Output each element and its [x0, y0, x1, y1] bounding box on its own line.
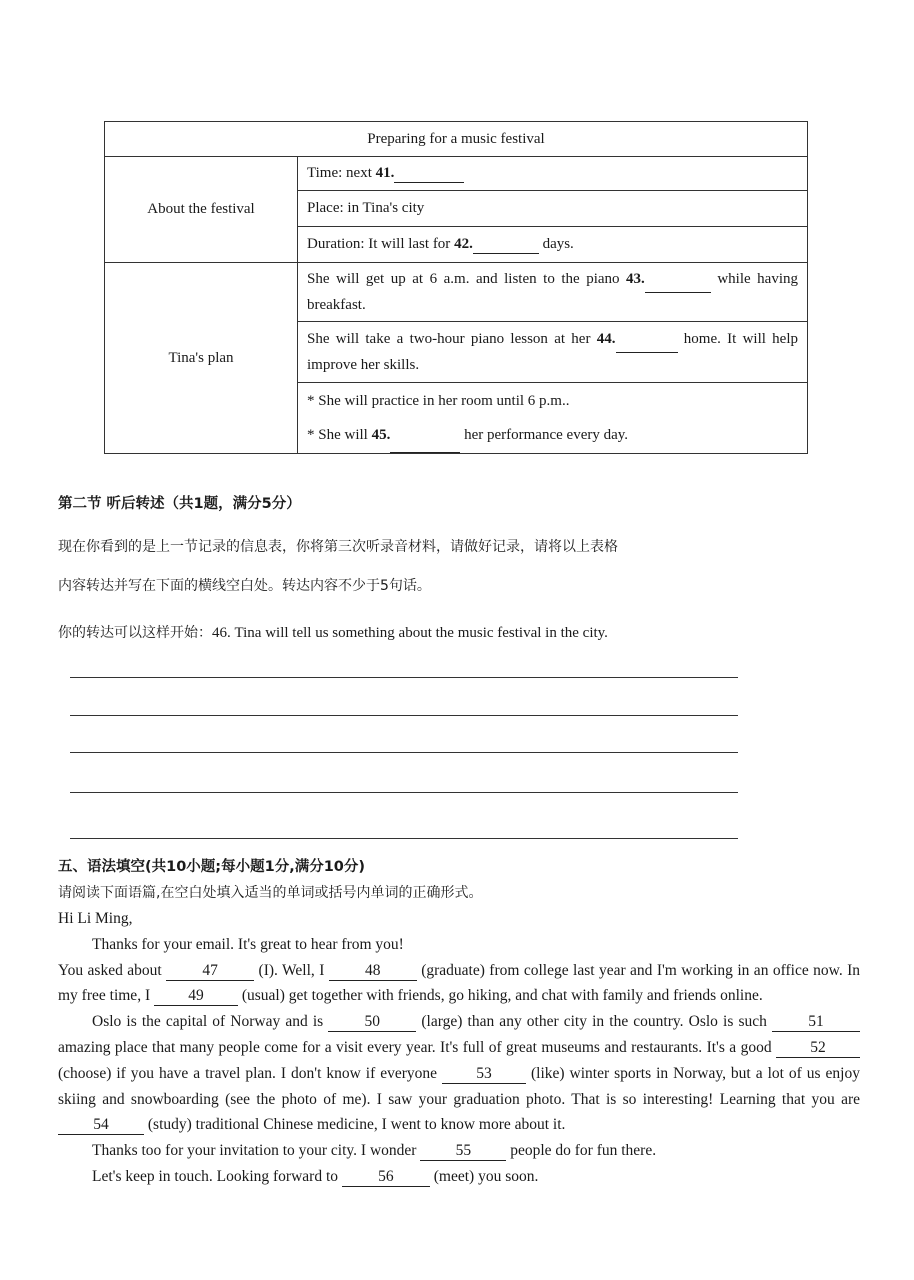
blank-49[interactable]: 49	[154, 987, 238, 1006]
section2-start: 你的转达可以这样开始：46. Tina will tell us something about the music festival in the city.	[58, 625, 608, 641]
blank-52[interactable]: 52	[776, 1039, 860, 1058]
blank-42[interactable]	[473, 236, 539, 254]
answer-line-4[interactable]	[70, 792, 738, 793]
blank-47[interactable]: 47	[166, 962, 254, 981]
about-festival-label: About the festival	[105, 157, 298, 263]
blank-43[interactable]	[645, 267, 711, 293]
letter-para-5: Let's keep in touch. Looking forward to 56 (meet) you soon.	[92, 1167, 539, 1185]
blank-48[interactable]: 48	[329, 962, 417, 981]
section2-instruction-1: 现在你看到的是上一节记录的信息表，你将第三次听录音材料，请做好记录，请将以上表格	[58, 539, 618, 555]
section5-instruction: 请阅读下面语篇,在空白处填入适当的单词或括号内单词的正确形式。	[58, 885, 483, 901]
blank-50[interactable]: 50	[328, 1013, 416, 1032]
answer-line-1[interactable]	[70, 677, 738, 678]
answer-line-2[interactable]	[70, 715, 738, 716]
duration-row: Duration: It will last for 42. days.	[298, 227, 808, 263]
blank-56[interactable]: 56	[342, 1168, 430, 1187]
letter-para-1: Thanks for your email. It's great to hear from you!	[92, 935, 404, 953]
tina-plan-label: Tina's plan	[105, 263, 298, 454]
table-title: Preparing for a music festival	[105, 122, 808, 157]
letter-passage	[58, 906, 860, 1190]
letter-para-2: You asked about 47 (I). Well, I 48 (graduate) from college last year and I'm working in an office now. In my free time, I 49 (usual) get together with friends, go hiking, and chat with family and friends online.	[58, 961, 861, 1005]
blank-45[interactable]	[390, 418, 460, 453]
letter-greeting: Hi Li Ming,	[58, 910, 133, 927]
time-row: Time: next 41.	[298, 157, 808, 191]
place-row: Place: in Tina's city	[298, 191, 808, 227]
blank-53[interactable]: 53	[442, 1065, 526, 1084]
section5-title: 五、语法填空(共10小题;每小题1分,满分10分)	[58, 859, 366, 875]
blank-55[interactable]: 55	[420, 1142, 506, 1161]
blank-51[interactable]: 51	[772, 1013, 860, 1032]
section2-title: 第二节 听后转述（共1题，满分5分）	[58, 496, 301, 512]
blank-54[interactable]: 54	[58, 1116, 144, 1135]
blank-41[interactable]	[394, 165, 464, 183]
letter-para-3: Oslo is the capital of Norway and is 50 (large) than any other city in the country. Oslo is such 51 amazing place that many people come for a visit every year. It's full of great museums and restaurants. It's a good 52 (choose) if you have a travel plan. I don't know if everyone 53 (like) winter sports in Norway, but a lot of us enjoy skiing and snowboarding (see the photo of me). I saw your graduation photo. That is so interesting! Learning that you are 54 (study) traditional Chinese medicine, I went to know more about it.	[58, 1013, 860, 1134]
answer-line-5[interactable]	[70, 838, 738, 839]
plan-row-1: She will get up at 6 a.m. and listen to the piano 43. while having breakfast.	[298, 263, 808, 322]
plan-row-3: * She will practice in her room until 6 p.m.. * She will 45. her performance every day.	[298, 383, 808, 454]
blank-44[interactable]	[616, 327, 678, 353]
answer-line-3[interactable]	[70, 752, 738, 753]
section2-instruction-2: 内容转达并写在下面的横线空白处。转达内容不少于5句话。	[58, 578, 431, 594]
letter-para-4: Thanks too for your invitation to your city. I wonder 55 people do for fun there.	[92, 1142, 657, 1160]
plan-row-2: She will take a two-hour piano lesson at her 44. home. It will help improve her skills.	[298, 322, 808, 383]
festival-info-table	[104, 121, 808, 454]
